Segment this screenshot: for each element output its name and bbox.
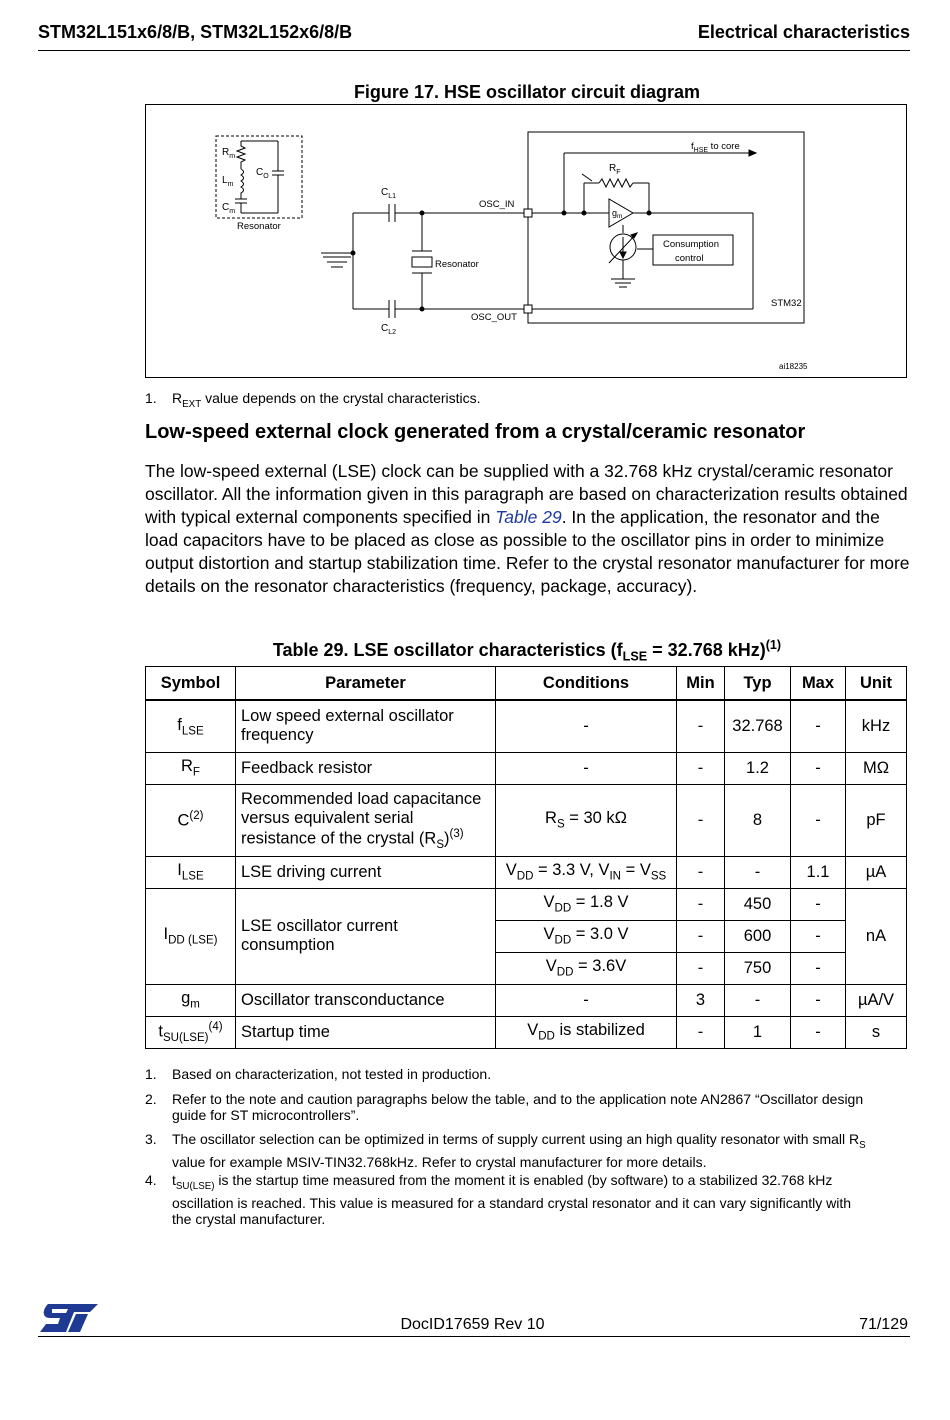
figure-note-number: 1. <box>145 390 157 406</box>
label-rm-sub: m <box>229 153 236 160</box>
svg-text:Rm <box>222 147 235 160</box>
table-row <box>146 784 907 856</box>
label-rf: R <box>609 163 617 174</box>
label-rm: R <box>222 147 230 158</box>
label-cl2: C <box>381 323 389 334</box>
label-stm32: STM32 <box>771 298 802 309</box>
cell-conditions: $V_{DD} = 3.6V$ <box>496 952 677 984</box>
note-number: 2. <box>145 1091 157 1107</box>
cell-min: - <box>677 752 725 784</box>
header-unit: Unit <box>846 667 907 701</box>
cell-conditions: - <box>496 700 677 752</box>
label-osc-in: OSC_IN <box>479 199 515 210</box>
cell-typ: - <box>725 984 791 1016</box>
cell-unit: µA <box>846 856 907 888</box>
label-cm-sub: m <box>229 208 236 215</box>
cell-typ: 32.768 <box>725 700 791 752</box>
footer-page-number: 71/129 <box>859 1316 908 1333</box>
figure-frame <box>145 104 907 378</box>
cell-typ: - <box>725 856 791 888</box>
header-section-title: Electrical characteristics <box>697 22 910 42</box>
note-number: 4. <box>145 1172 157 1188</box>
cell-max: - <box>791 984 846 1016</box>
cell-max: - <box>791 784 846 856</box>
cell-conditions: $V_{DD} = 3.0$ V <box>496 920 677 952</box>
header-max: Max <box>791 667 846 701</box>
label-fhse-rest: to core <box>708 141 740 152</box>
lse-characteristics-table <box>145 666 907 1049</box>
label-resonator-inset: Resonator <box>237 221 281 232</box>
cell-max: - <box>791 920 846 952</box>
figure-reference-id: ai18235 <box>779 362 808 371</box>
cell-typ: 1.2 <box>725 752 791 784</box>
cell-min: - <box>677 952 725 984</box>
svg-text:gm <box>612 208 622 220</box>
paragraph-text-b: . In the application, the resonator and the load capacitors have to be placed as close as possible to the oscillator pins in order to minimize output distortion and startup stabilization time. Refer to the crystal resonator manufacturer for more details on the resonator characteristics (frequency, package, accuracy). <box>145 507 910 596</box>
label-co: C <box>256 167 264 178</box>
figure-title: Figure 17. HSE oscillator circuit diagram <box>353 82 701 102</box>
cell-typ: 8 <box>725 784 791 856</box>
cell-conditions: $V_{DD} = 3.3$ V, $V_{IN} = V_{SS}$ <box>496 856 677 888</box>
label-co-sub: O <box>263 173 269 180</box>
figure-note-r: R <box>172 390 183 406</box>
header-document-title: STM32L151x6/8/B, STM32L152x6/8/B <box>38 22 353 42</box>
cell-parameter: Startup time <box>236 1016 496 1048</box>
hse-circuit-diagram <box>146 105 906 377</box>
label-gm: g <box>612 208 618 218</box>
table-row <box>146 700 907 752</box>
table-title <box>0 638 950 664</box>
label-cl1: C <box>381 187 389 198</box>
table-header-row <box>146 667 907 701</box>
label-fhse: f <box>691 141 694 152</box>
cell-min: 3 <box>677 984 725 1016</box>
cell-unit: µA/V <box>846 984 907 1016</box>
cell-typ: 600 <box>725 920 791 952</box>
label-consumption: Consumption <box>663 239 719 250</box>
section-paragraph <box>145 460 910 598</box>
figure-note-text: value depends on the crystal characteristics. <box>201 390 481 406</box>
cell-unit: kHz <box>846 700 907 752</box>
table-note-3 <box>145 1131 905 1170</box>
header-min: Min <box>677 667 725 701</box>
table-row <box>146 888 907 920</box>
table-title-sub: LSE <box>622 649 648 664</box>
cell-parameter: Oscillator transconductance <box>236 984 496 1016</box>
label-osc-out: OSC_OUT <box>471 312 517 323</box>
svg-text:CO <box>256 167 269 180</box>
table-row <box>146 856 907 888</box>
label-rf-sub: F <box>616 169 621 176</box>
label-lm-sub: m <box>227 181 234 188</box>
label-cl1-sub: L1 <box>388 193 397 200</box>
cell-min: - <box>677 1016 725 1048</box>
cell-min: - <box>677 784 725 856</box>
label-control: control <box>675 253 704 264</box>
label-fhse-sub: HSE <box>693 147 709 154</box>
note-text: Refer to the note and caution paragraphs below the table, and to the application note AN2867 “Oscillator design guide for ST microcontrollers”. <box>172 1091 864 1123</box>
table-note-1 <box>145 1066 905 1086</box>
header-symbol: Symbol <box>146 667 236 701</box>
svg-text:RF <box>609 163 621 176</box>
cell-parameter: Recommended load capacitance versus equivalent serial resistance of the crystal $(R_S)^{(3)}$ <box>236 784 496 856</box>
cell-unit: MΩ <box>846 752 907 784</box>
cell-symbol: $I_{DD (LSE)}$ <box>146 888 236 984</box>
label-resonator: Resonator <box>435 259 479 270</box>
cell-unit: s <box>846 1016 907 1048</box>
cell-symbol: $f_{LSE}$ <box>146 700 236 752</box>
svg-text:CL2 <box>381 323 396 336</box>
cell-symbol: $I_{LSE}$ <box>146 856 236 888</box>
header-conditions: Conditions <box>496 667 677 701</box>
cell-symbol: $t_{SU(LSE)}^{(4)}$ <box>146 1016 236 1048</box>
cell-min: - <box>677 888 725 920</box>
cell-max: - <box>791 752 846 784</box>
note-text: $t_{SU(LSE)}$ is the startup time measured from the moment it is enabled (by software) to a stabilized 32.768 kHz oscillation is reached. This value is measured for a standard crystal resonator and it can vary significantly with the crystal manufacturer. <box>172 1172 852 1227</box>
cell-symbol: $C^{(2)}$ <box>146 784 236 856</box>
cell-parameter: LSE driving current <box>236 856 496 888</box>
note-text: The oscillator selection can be optimized in terms of supply current using an high quality resonator with small $R_S$ value for example MSIV-TIN32.768kHz. Refer to crystal manufacturer for more details. <box>172 1131 866 1170</box>
label-cl2-sub: L2 <box>388 329 397 336</box>
header-typ: Typ <box>725 667 791 701</box>
cell-typ: 750 <box>725 952 791 984</box>
cell-conditions: - <box>496 984 677 1016</box>
cell-max: - <box>791 952 846 984</box>
note-number: 3. <box>145 1131 157 1147</box>
cell-max: - <box>791 700 846 752</box>
svg-text:Cm <box>222 202 235 215</box>
table-row <box>146 984 907 1016</box>
cell-max: - <box>791 888 846 920</box>
label-lm: L <box>222 175 228 186</box>
header-parameter: Parameter <box>236 667 496 701</box>
cell-conditions: $V_{DD} = 1.8$ V <box>496 888 677 920</box>
note-text: Based on characterization, not tested in production. <box>172 1066 492 1082</box>
table-row <box>146 1016 907 1048</box>
cell-unit: nA <box>846 888 907 984</box>
cell-parameter: Feedback resistor <box>236 752 496 784</box>
table-note-2 <box>145 1091 905 1125</box>
cell-max: - <box>791 1016 846 1048</box>
cell-min: - <box>677 856 725 888</box>
svg-text:fHSE to core <box>691 141 740 154</box>
table-29-link[interactable]: Table 29 <box>495 507 562 527</box>
cell-max: 1.1 <box>791 856 846 888</box>
footer-rule <box>38 1336 910 1337</box>
cell-min: - <box>677 920 725 952</box>
cell-typ: 1 <box>725 1016 791 1048</box>
cell-symbol: $g_m$ <box>146 984 236 1016</box>
cell-conditions: $R_S = 30$ kΩ <box>496 784 677 856</box>
note-number: 1. <box>145 1066 157 1082</box>
footer-doc-id: DocID17659 Rev 10 <box>400 1316 545 1333</box>
table-row <box>146 752 907 784</box>
header-rule <box>38 50 910 51</box>
cell-symbol: $R_F$ <box>146 752 236 784</box>
table-title-post: = 32.768 kHz) <box>647 640 766 660</box>
svg-text:Lm <box>222 175 234 188</box>
cell-min: - <box>677 700 725 752</box>
table-title-sup: (1) <box>765 638 782 652</box>
paragraph-text-a: The low-speed external (LSE) clock can be supplied with a 32.768 kHz crystal/ceramic resonator oscillator. All the information given in this paragraph are based on characterization results obtained with typical external components specified in <box>145 461 908 527</box>
table-note-4 <box>145 1172 905 1227</box>
cell-typ: 450 <box>725 888 791 920</box>
cell-unit: pF <box>846 784 907 856</box>
cell-conditions: - <box>496 752 677 784</box>
section-heading: Low-speed external clock generated from a crystal/ceramic resonator <box>145 421 806 443</box>
label-cm: C <box>222 202 230 213</box>
svg-text:CL1 <box>381 187 396 200</box>
figure-note-sub: EXT <box>182 398 202 410</box>
table-title-pre: Table 29. LSE oscillator characteristics (f <box>272 640 623 660</box>
cell-conditions: $V_{DD}$ is stabilized <box>496 1016 677 1048</box>
cell-parameter: LSE oscillator current consumption <box>236 888 496 984</box>
cell-parameter: Low speed external oscillator frequency <box>236 700 496 752</box>
label-gm-sub: m <box>617 213 623 220</box>
